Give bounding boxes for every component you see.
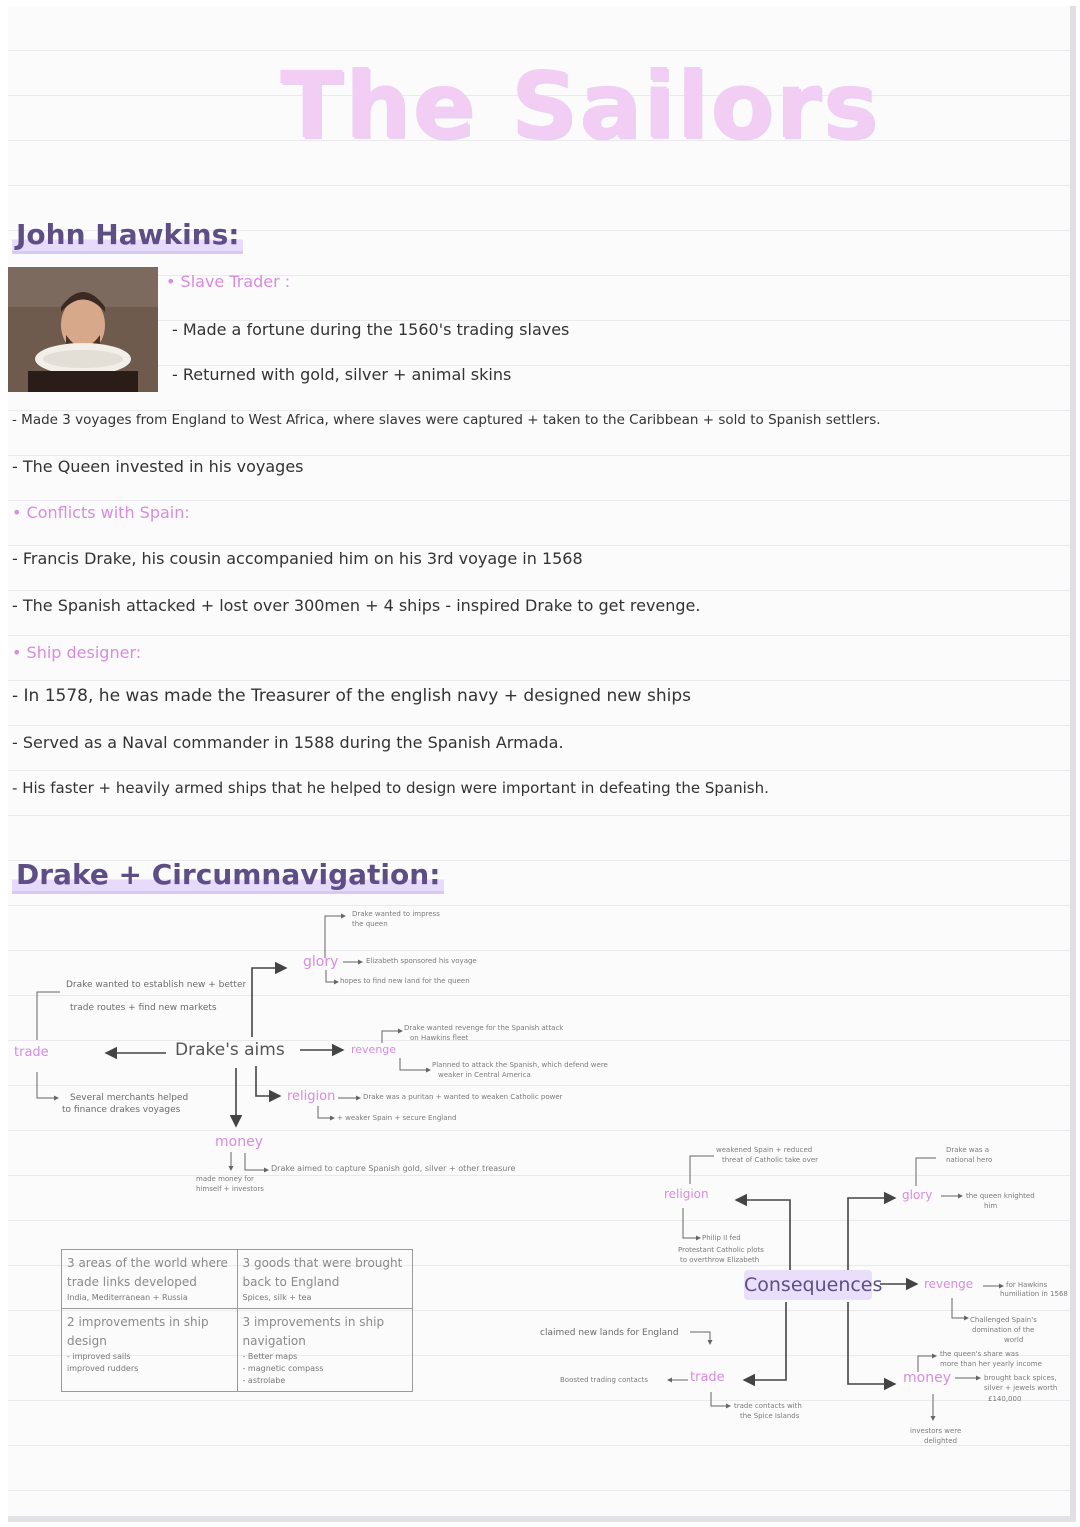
aims-trade-note: to finance drakes voyages xyxy=(62,1105,181,1115)
aims-trade: trade xyxy=(14,1045,49,1060)
drake-heading: Drake + Circumnavigation: xyxy=(12,858,444,894)
aims-center: Drake's aims xyxy=(175,1040,285,1060)
aims-religion-note: + weaker Spain + secure England xyxy=(337,1114,457,1122)
cons-glory-note: him xyxy=(984,1202,998,1210)
cons-revenge: revenge xyxy=(924,1277,974,1291)
slave-point: - Returned with gold, silver + animal skins xyxy=(172,365,512,384)
ship-design-label: 2 improvements in ship design xyxy=(67,1315,209,1348)
cons-religion-note: weakened Spain + reduced xyxy=(716,1146,813,1154)
navigation-value: - Better maps xyxy=(242,1352,298,1361)
designer-point: - Served as a Naval commander in 1588 during the Spanish Armada. xyxy=(12,733,564,752)
conflict-point: - Francis Drake, his cousin accompanied him on his 3rd voyage in 1568 xyxy=(12,549,583,568)
aims-revenge-note: Drake wanted revenge for the Spanish attack xyxy=(404,1024,564,1032)
ship-designer-label: • Ship designer: xyxy=(12,643,142,662)
aims-money: money xyxy=(215,1134,263,1150)
cons-revenge-note: world xyxy=(1004,1336,1024,1344)
designer-point: - In 1578, he was made the Treasurer of the english navy + designed new ships xyxy=(12,686,691,706)
cons-trade-note: Boosted trading contacts xyxy=(560,1376,648,1384)
voyage-point: - The Queen invested in his voyages xyxy=(12,457,304,476)
navigation-value: - astrolabe xyxy=(242,1376,286,1385)
cons-religion-note: threat of Catholic take over xyxy=(722,1156,819,1164)
cons-glory-note: the queen knighted xyxy=(966,1192,1035,1200)
cons-money-note: the queen's share was xyxy=(940,1350,1019,1358)
cons-money-note: £140,000 xyxy=(988,1395,1022,1403)
cons-money: money xyxy=(903,1370,951,1386)
voyage-point-text: Made 3 voyages from England to West Africa, where slaves were captured + taken to the Caribbean + sold to Spanish settlers. xyxy=(21,412,881,428)
aims-trade-note: trade routes + find new markets xyxy=(70,1003,217,1013)
cons-money-note: silver + jewels worth xyxy=(984,1384,1058,1392)
aims-revenge-note: on Hawkins fleet xyxy=(410,1034,469,1042)
designer-point-text: In 1578, he was made the Treasurer of the english navy + designed new ships xyxy=(23,686,691,706)
cons-religion-note: Protestant Catholic plots xyxy=(678,1246,764,1254)
page-title: The Sailors xyxy=(280,52,880,159)
ship-design-value: improved rudders xyxy=(67,1364,139,1373)
slave-trader-label: • Slave Trader : xyxy=(166,272,291,291)
table-cell xyxy=(237,1309,413,1392)
navigation-value: - magnetic compass xyxy=(242,1364,324,1373)
consequences-center: Consequences xyxy=(744,1270,872,1300)
voyage-point-text: The Queen invested in his voyages xyxy=(22,457,304,476)
conflict-point-text: Francis Drake, his cousin accompanied him on his 3rd voyage in 1568 xyxy=(22,549,583,568)
cons-religion-note: Philip II fed xyxy=(702,1234,741,1242)
cons-money-note: investors were xyxy=(910,1427,962,1435)
aims-money-note: Drake aimed to capture Spanish gold, silver + other treasure xyxy=(271,1164,516,1173)
cons-money-note: brought back spices, xyxy=(984,1374,1057,1382)
cons-glory: glory xyxy=(902,1188,933,1202)
table-cell xyxy=(62,1309,238,1392)
aims-trade-note: Several merchants helped xyxy=(70,1093,189,1103)
conflicts-label: • Conflicts with Spain: xyxy=(12,503,190,522)
hawkins-heading: John Hawkins: xyxy=(12,218,243,254)
cons-trade-note: claimed new lands for England xyxy=(540,1328,679,1338)
designer-point-text: Served as a Naval commander in 1588 during the Spanish Armada. xyxy=(22,733,564,752)
goods-value: Spices, silk + tea xyxy=(242,1293,312,1302)
conflict-point: - The Spanish attacked + lost over 300men + 4 ships - inspired Drake to get revenge. xyxy=(12,596,701,615)
aims-glory-note: Drake wanted to impress xyxy=(352,910,440,918)
goods-label: 3 goods that were brought back to England xyxy=(242,1256,403,1289)
conflicts-text: Conflicts with Spain: xyxy=(26,503,190,522)
table-cell xyxy=(62,1250,238,1309)
aims-glory: glory xyxy=(303,954,339,970)
navigation-label: 3 improvements in ship navigation xyxy=(242,1315,385,1348)
aims-revenge: revenge xyxy=(351,1043,397,1056)
slave-point-text: Made a fortune during the 1560's trading slaves xyxy=(182,320,570,339)
cons-revenge-note: humiliation in 1568 xyxy=(1000,1290,1068,1298)
aims-revenge-note: Planned to attack the Spanish, which defend were xyxy=(432,1061,608,1069)
cons-trade-note: the Spice Islands xyxy=(740,1412,800,1420)
cons-revenge-note: Challenged Spain's xyxy=(970,1316,1037,1324)
slave-point-text: Returned with gold, silver + animal skins xyxy=(182,365,512,384)
cons-revenge-note: for Hawkins xyxy=(1006,1281,1048,1289)
aims-glory-note: Elizabeth sponsored his voyage xyxy=(366,957,477,965)
aims-money-note: himself + investors xyxy=(196,1185,264,1193)
cons-glory-note: Drake was a xyxy=(946,1146,990,1154)
aims-glory-note: the queen xyxy=(352,920,388,928)
cons-revenge-note: domination of the xyxy=(972,1326,1035,1334)
aims-religion: religion xyxy=(287,1089,336,1104)
aims-trade-note: Drake wanted to establish new + better xyxy=(66,980,247,990)
ship-design-value: - improved sails xyxy=(67,1352,131,1361)
cons-money-note: more than her yearly income xyxy=(940,1360,1042,1368)
voyage-point: - Made 3 voyages from England to West Africa, where slaves were captured + taken to the Caribbean + sold to Spanish settlers. xyxy=(12,412,881,428)
table-row xyxy=(62,1309,413,1392)
cons-religion-note: to overthrow Elizabeth xyxy=(680,1256,760,1264)
aims-revenge-note: weaker in Central America xyxy=(438,1071,531,1079)
trade-areas-label: 3 areas of the world where trade links developed xyxy=(67,1256,228,1289)
conflict-point-text: The Spanish attacked + lost over 300men + 4 ships - inspired Drake to get revenge. xyxy=(22,596,701,615)
facts-table xyxy=(61,1249,413,1392)
cons-trade-note: trade contacts with xyxy=(734,1402,802,1410)
cons-religion: religion xyxy=(664,1187,709,1201)
trade-areas-value: India, Mediterranean + Russia xyxy=(67,1293,188,1302)
slave-point: - Made a fortune during the 1560's trading slaves xyxy=(172,320,570,339)
ship-designer-text: Ship designer: xyxy=(26,643,142,662)
cons-glory-note: national hero xyxy=(946,1156,993,1164)
cons-trade: trade xyxy=(690,1370,725,1385)
designer-point-text: His faster + heavily armed ships that he helped to design were important in defeating the Spanish. xyxy=(22,779,769,797)
aims-money-note: made money for xyxy=(196,1175,254,1183)
table-row xyxy=(62,1250,413,1309)
cons-money-note: delighted xyxy=(924,1437,958,1445)
aims-religion-note: Drake was a puritan + wanted to weaken Catholic power xyxy=(363,1093,563,1101)
table-cell xyxy=(237,1250,413,1309)
aims-glory-note: hopes to find new land for the queen xyxy=(340,977,470,985)
slave-trader-text: Slave Trader : xyxy=(180,272,291,291)
designer-point: - His faster + heavily armed ships that he helped to design were important in defeating the Spanish. xyxy=(12,779,769,797)
